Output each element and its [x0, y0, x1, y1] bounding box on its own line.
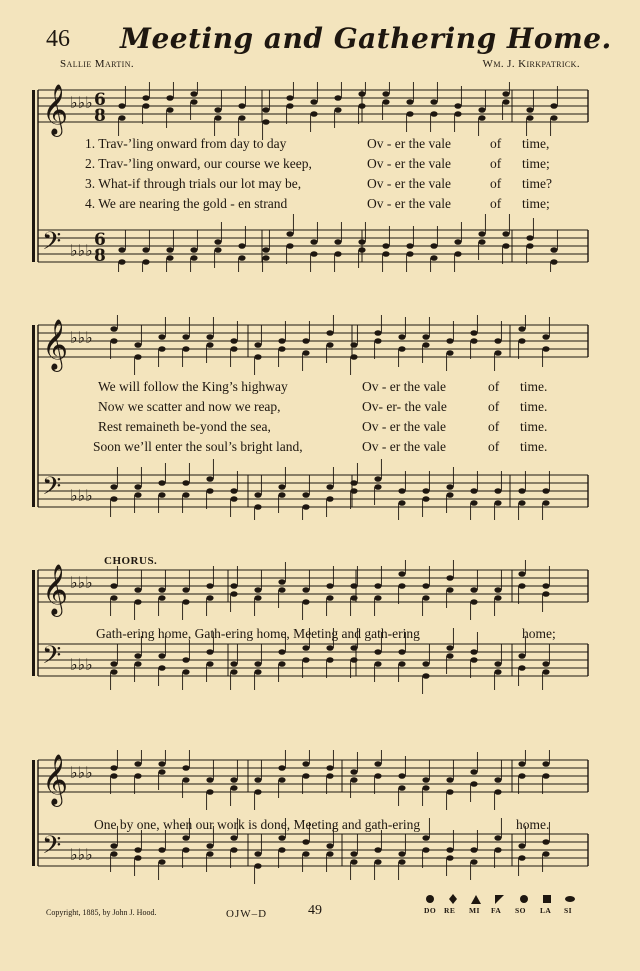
system-2	[0, 315, 640, 520]
page-number: 46	[46, 26, 70, 52]
lyric: of	[488, 439, 500, 454]
chorus-lyric: One by one, when our work is done, Meeting and gath-ering	[94, 817, 421, 832]
lyric: Rest remaineth be-yond the sea,	[98, 419, 271, 434]
svg-text:♭♭♭: ♭♭♭	[70, 241, 93, 260]
shape-note-legend	[420, 892, 600, 906]
lyric: time;	[522, 196, 550, 211]
lyric: time.	[520, 439, 548, 454]
lyric: Ov- er- the vale	[362, 399, 447, 414]
lyric: Ov - er the vale	[367, 156, 451, 171]
copyright-notice: Copyright, 1885, by John J. Hood.	[46, 908, 157, 917]
lyric: time.	[520, 379, 548, 394]
lyric: We will follow the King’s highway	[98, 379, 288, 394]
svg-text:♭♭♭: ♭♭♭	[70, 845, 93, 864]
chorus-lyric: home.	[516, 817, 550, 832]
svg-text:𝄞: 𝄞	[42, 564, 69, 615]
lyricist-credit: Sallie Martin.	[60, 58, 135, 70]
chorus-lyric: Gath-ering home, Gath-ering home, Meeting and gath-ering	[96, 626, 420, 641]
svg-text:6: 6	[94, 90, 106, 110]
verse-line: 3. What-if through trials our lot may be,	[85, 176, 302, 191]
lyric: time,	[522, 136, 550, 151]
solfege-mi: MI	[469, 906, 480, 915]
svg-text:𝄞: 𝄞	[42, 754, 69, 805]
svg-text:♭♭♭: ♭♭♭	[70, 763, 93, 782]
lyric: Soon we’ll enter the soul’s bright land,	[93, 439, 303, 454]
svg-text:♭♭♭: ♭♭♭	[70, 573, 93, 592]
svg-text:𝄞: 𝄞	[42, 319, 69, 370]
verse-line: 4. We are nearing the gold - en strand	[85, 196, 288, 211]
lyric: Ov - er the vale	[367, 136, 451, 151]
svg-text:𝄢: 𝄢	[42, 227, 62, 262]
lyric: of	[490, 196, 502, 211]
svg-text:♭♭♭: ♭♭♭	[70, 328, 93, 347]
svg-text:𝄞: 𝄞	[42, 84, 69, 135]
svg-text:𝄢: 𝄢	[42, 641, 62, 676]
lyric: of	[488, 379, 500, 394]
chorus-lyric: home;	[522, 626, 556, 641]
svg-text:♭♭♭: ♭♭♭	[70, 486, 93, 505]
solfege-si: SI	[564, 906, 572, 915]
lyric: of	[488, 419, 500, 434]
solfege-re: RE	[444, 906, 456, 915]
svg-text:𝄢: 𝄢	[42, 831, 62, 866]
solfege-do: DO	[424, 906, 437, 915]
verse-line: 2. Trav-’ling onward, our course we keep,	[85, 156, 312, 171]
lyric: of	[490, 156, 502, 171]
svg-text:♭♭♭: ♭♭♭	[70, 93, 93, 112]
svg-text:8: 8	[94, 106, 106, 126]
solfege-fa: FA	[491, 906, 502, 915]
lyric: time.	[520, 419, 548, 434]
composer-credit: Wm. J. Kirkpatrick.	[482, 58, 580, 70]
lyric: of	[490, 136, 502, 151]
chorus-label: CHORUS.	[104, 555, 158, 567]
lyric: time;	[522, 156, 550, 171]
lyric: of	[488, 399, 500, 414]
lyric: time?	[522, 176, 552, 191]
solfege-la: LA	[540, 906, 552, 915]
lyric: of	[490, 176, 502, 191]
lyric: Ov - er the vale	[362, 379, 446, 394]
svg-text:♭♭♭: ♭♭♭	[70, 655, 93, 674]
lyric: Ov - er the vale	[362, 419, 446, 434]
svg-text:8: 8	[94, 246, 106, 266]
svg-text:6: 6	[94, 230, 106, 250]
verse-line: 1. Trav-’ling onward from day to day	[85, 136, 287, 151]
hymn-title: Meeting and Gathering Home.	[120, 22, 612, 55]
solfege-so: SO	[515, 906, 526, 915]
lyric: Now we scatter and now we reap,	[98, 399, 281, 414]
catalog-code: OJW–D	[226, 908, 268, 920]
lyric: Ov - er the vale	[362, 439, 446, 454]
lyric: Ov - er the vale	[367, 196, 451, 211]
lyric: Ov - er the vale	[367, 176, 451, 191]
svg-text:𝄢: 𝄢	[42, 472, 62, 507]
lyric: time.	[520, 399, 548, 414]
secondary-page-number: 49	[308, 903, 322, 918]
